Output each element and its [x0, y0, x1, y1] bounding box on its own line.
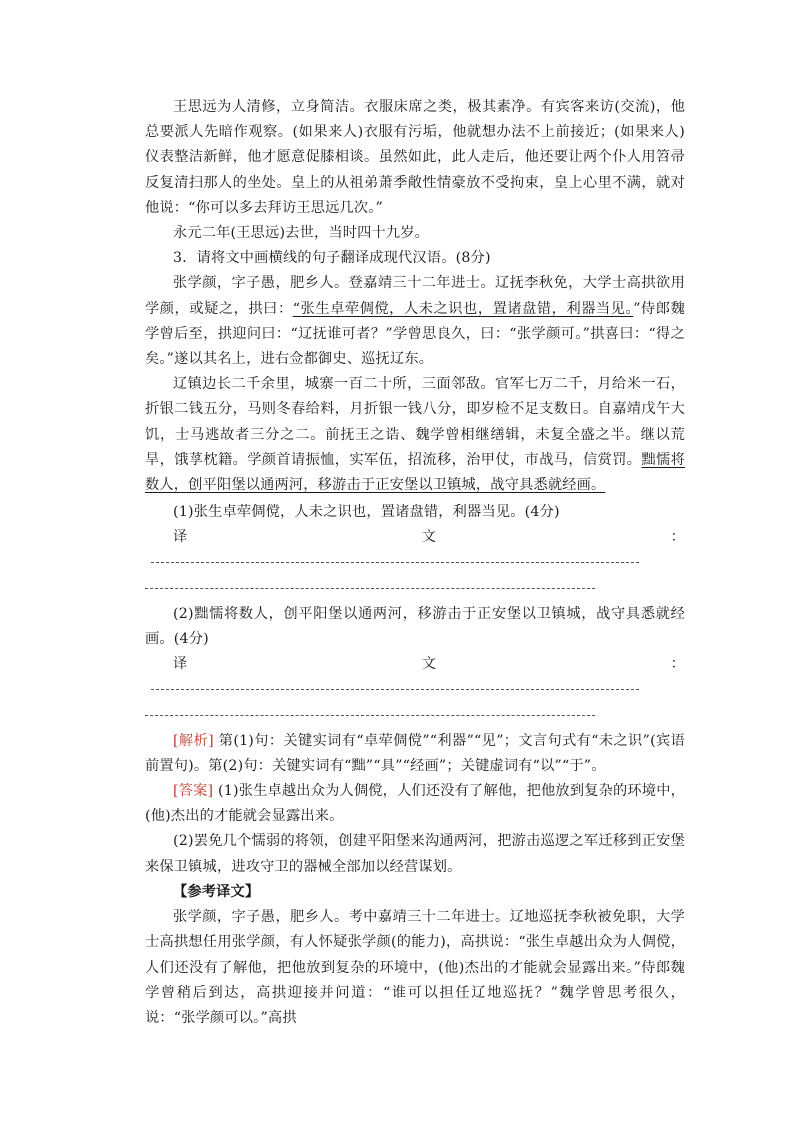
translation-paragraph-death: 永元二年(王思远)去世，当时四十九岁。	[173, 225, 430, 242]
passage-text: ”侍郎魏学曾后至，拱迎问曰：“辽抚谁可者？”学曾思良久，曰：“张学颜可。”拱喜曰：“得之矣。”遂以其名上，进右佥都御史、巡抚辽东。	[145, 300, 685, 368]
answer-line-2	[145, 652, 685, 702]
reference-translation-text: 张学颜，字子愚，肥乡人。考中嘉靖三十二年进士。辽地巡抚李秋被免职，大学士高拱想任用张学颜，有人怀疑张学颜(的能力)，高拱说：“张生卓越出众为人倜傥，人们还没有了解他，把他放到复杂的环境中，(他)杰出的才能就会显露出来。”侍郎魏学曾稍后到达，高拱迎接并问道：“谁可以担任辽地巡抚？”魏学曾思考很久，说：“张学颜可以。”高拱	[145, 909, 685, 1026]
sub-question-2: (2)黜懦将数人，创平阳堡以通两河，移游击于正安堡以卫镇城，战守具悉就经画。(4分)	[145, 605, 685, 648]
answer-tag: [答案]	[173, 783, 214, 800]
question-3: 3．请将文中画横线的句子翻译成现代汉语。(8分)	[173, 250, 491, 267]
yiwen-label: 译文：	[173, 529, 685, 546]
dotted-line	[151, 689, 639, 690]
reference-translation-heading: 【参考译文】	[173, 883, 260, 900]
translation-paragraph-wang: 王思远为人清修，立身简洁。衣服床席之类，极其素净。有宾客来访(交流)，他总要派人先暗作观察。(如果来人)衣服有污垢，他就想办法不上前接近；(如果来人)仪表整洁新鲜，他才愿意促膝相谈。虽然如此，此人走后，他还要让两个仆人用笤帚反复清扫那人的坐处。皇上的从祖弟萧季敞性情豪放不受拘束，皇上心里不满，就对他说：“你可以多去拜访王思远几次。”	[145, 99, 685, 216]
passage-text: 辽镇边长二千余里，城寨一百二十所，三面邻敌。官军七万二千，月给米一石，折银二钱五分，马则冬春给料，月折银一钱八分，即岁检不足支数日。自嘉靖戊午大饥，士马逃故者三分之二。前抚王之诰、魏学曾相继缮辑，未复全盛之半。继以荒旱，饿莩枕籍。学颜首请振恤，实军伍，招流移，治甲仗，市战马，信赏罚。	[145, 376, 685, 468]
underlined-sentence-1: “张生卓荦倜傥，人未之识也，置诸盘错，利器当见。	[292, 300, 634, 317]
analysis-tag: [解析]	[173, 732, 214, 749]
answer-line-1	[145, 525, 685, 575]
text-column	[145, 95, 685, 1031]
sub-question-1: (1)张生卓荦倜傥，人未之识也，置诸盘错，利器当见。(4分)	[173, 504, 560, 521]
yiwen-label: 译文：	[173, 656, 685, 673]
passage-text: 张学颜，字子愚，肥乡人。登嘉靖三十二年进士。辽抚李秋免，大学士高拱欲用学颜，或疑之，拱曰：	[145, 275, 685, 317]
analysis	[145, 729, 685, 779]
answer-2: (2)罢免几个懦弱的将领，创建平阳堡来沟通两河，把游击巡逻之军迁移到正安堡来保卫镇城，进攻守卫的器械全部加以经营谋划。	[145, 833, 685, 875]
answer-1	[145, 779, 685, 829]
passage-paragraph-2	[145, 372, 685, 498]
passage-paragraph-1	[145, 271, 685, 372]
analysis-text: 第(1)句：关键实词有“卓荦倜傥”“利器”“见”；文言句式有“未之识”(宾语前置句)。第(2)句：关键实词有“黜”“具”“经画”；关键虚词有“以”“于”。	[145, 732, 686, 774]
answer-text: (1)张生卓越出众为人倜傥，人们还没有了解他，把他放到复杂的环境中，(他)杰出的才能就会显露出来。	[145, 783, 685, 825]
underlined-sentence-2: 黜懦将数人，创平阳堡以通两河，移游击于正安堡以卫镇城，战守具悉就经画。	[145, 451, 685, 494]
dotted-line	[151, 562, 639, 563]
dotted-line	[145, 588, 595, 589]
dotted-line	[145, 715, 595, 716]
